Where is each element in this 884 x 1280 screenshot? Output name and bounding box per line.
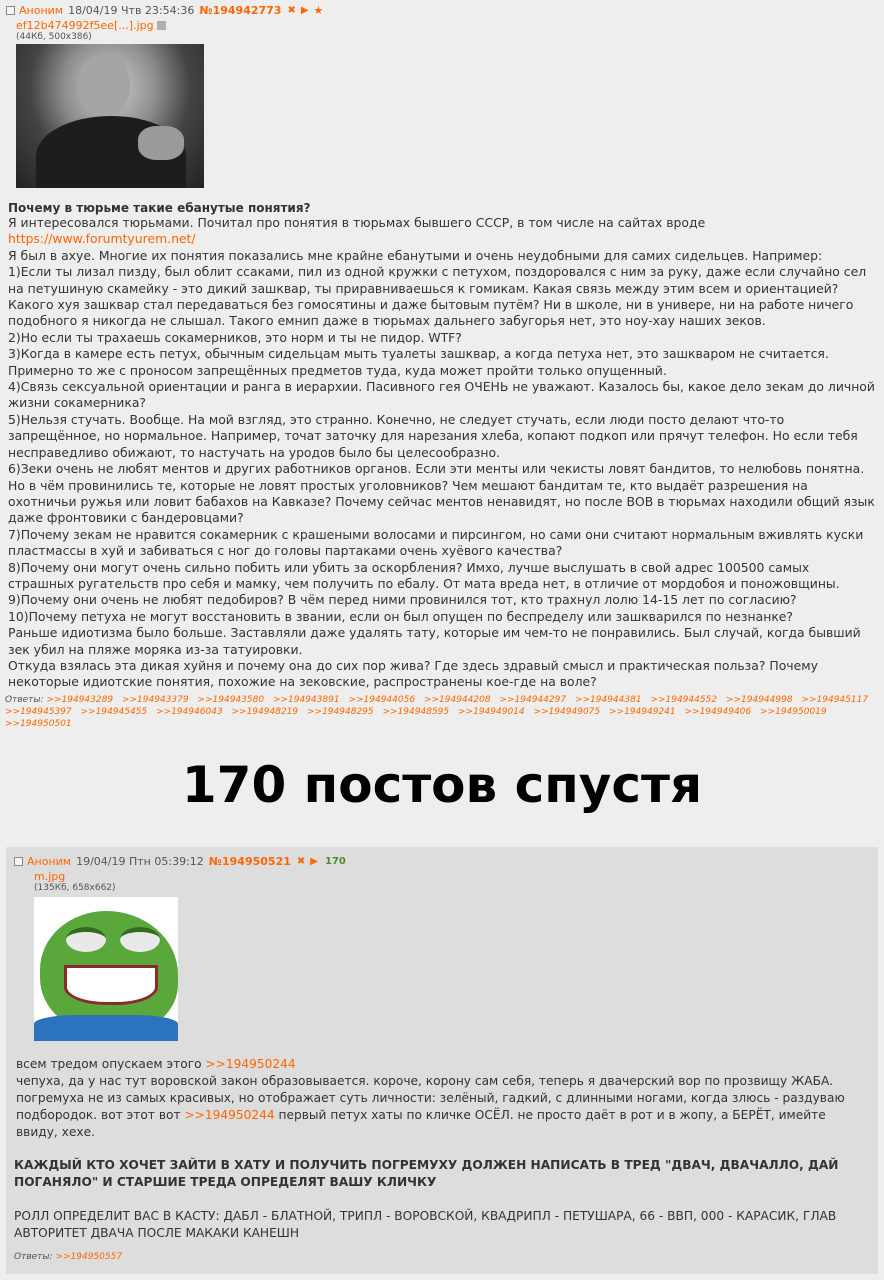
post-author: Аноним	[19, 4, 64, 17]
post-lines	[8, 248, 878, 691]
post-author: Аноним	[27, 855, 72, 868]
reply-link[interactable]: >>194949075	[533, 706, 601, 717]
file-name-link[interactable]: m.jpg	[34, 870, 66, 883]
post-line: 3)Когда в камере есть петух, обычным сидельцам мыть туалеты зашквар, а когда петуха нет, это зашкваром не считается. Примерно то же с проносом запрещённых предметов туда, куда может пройти только опущенный.	[8, 346, 829, 378]
reply-link[interactable]: >>194949241	[609, 706, 676, 717]
reply-link[interactable]: >>194950019	[760, 706, 827, 717]
hide-icon[interactable]: ✖	[287, 5, 296, 16]
reply-link[interactable]: >>194945397	[5, 706, 72, 717]
post-line: 10)Почему петуха не могут восстановить в звании, если он был опущен по беспределу или зашкварился по незнанке?	[8, 608, 793, 624]
post-body	[8, 215, 878, 691]
reply-link[interactable]: >>194950501	[5, 718, 72, 729]
post-date: 19/04/19 Птн 05:39:12	[76, 855, 204, 868]
post-line: 1)Если ты лизал пизду, был облит ссаками, пил из одной кружки с петухом, поздоровался с ним за руку, даже если случайно сел на петушиную скамейку - это дикий зашквар, ты приравниваешься к гомикам. Какая связь между этим всем и ориентацией? Какого хуя зашквар стал передаваться без гомосятины и даже бытовым путём? Ни в школе, ни в универе, ни на работе ничего подобного я никогда не слышал. Такого емнип даже в тюрьмах дальнего забугорья нет, это ноу-хау наших зеков.	[8, 264, 867, 329]
reply-link[interactable]: >>194945455	[80, 706, 148, 717]
post-title: Почему в тюрьме такие ебанутые понятия?	[8, 201, 311, 215]
post-line: погремуха не из самых красивых, но отображает суть личности: зелёный, гадкий, с длинными ногами, когда злюсь - раздуваю подбородок. вот этот вот >>194950244 первый петух хаты по кличке ОСЁЛ. не просто даёт в рот и в жопу, а БЕРЁТ, имейте ввиду, хехе.	[16, 1091, 845, 1139]
post-line: чепуха, да у нас тут воровской закон образовывается. короче, корону сам себя, теперь я двачерский вор по прозвищу ЖАБА.	[16, 1074, 834, 1088]
reply-link[interactable]: >>194946043	[156, 706, 223, 717]
post-line: Откуда взялась эта дикая хуйня и почему она до сих пор жива? Где здесь здравый смысл и практическая польза? Почему некоторые идиотские понятия, похожие на зековские, распространены кое-где на воле?	[8, 657, 818, 690]
file-name-row	[16, 19, 878, 32]
reply-post	[6, 847, 878, 1274]
post-line: Я был в ахуе. Многие их понятия показались мне крайне ебанутыми и очень неудобными для самих сидельцев. Например:	[8, 247, 823, 263]
replies-list	[5, 694, 878, 730]
post-intro: Я интересовался тюрьмами. Почитал про понятия в тюрьмах бывшего СССР, в том числе на сайтах вроде https://www.forumtyurem.net/	[8, 215, 706, 247]
post-line: 8)Почему они могут очень сильно побить или убить за оскорбления? Имхо, лучше выслушать в свой адрес 100500 самых страшных ругательств про себя и мамку, чем получить по ебалу. От мата вреда нет, в отличие от мордобоя и поножовщины.	[8, 559, 840, 591]
file-meta: (44Кб, 500x386)	[16, 32, 92, 42]
post-number-link[interactable]: №194950521	[208, 855, 291, 868]
post-line: 6)Зеки очень не любят ментов и других работников органов. Если эти менты или чекисты ловят бандитов, то нелюбовь понятна. Но в чём провинились те, которые не ловят простых уголовников? Чем мешают бандитам те, кто выдаёт разрешения на охотничьи ружья или ловит бабахов на Кавказе? Почему сейчас ментов ненавидят, но после ВОВ в тюрьмах находили общий язык даже фронтовики с бандеровцами?	[8, 461, 875, 526]
reply-link[interactable]: >>194943891	[272, 694, 340, 705]
play-arrow-icon[interactable]: ▶	[310, 856, 318, 867]
forum-link[interactable]: https://www.forumtyurem.net/	[8, 231, 196, 247]
replies-list	[14, 1252, 868, 1262]
play-arrow-icon[interactable]: ▶	[300, 5, 309, 16]
replies-label: Ответы:	[14, 1252, 53, 1262]
reply-link[interactable]: >>194944381	[574, 694, 642, 705]
reply-link[interactable]: >>194948295	[307, 706, 374, 717]
caste-text: РОЛЛ ОПРЕДЕЛИТ ВАС В КАСТУ: ДАБЛ - БЛАТНОЙ, ТРИПЛ - ВОРОВСКОЙ, КВАДРИПЛ - ПЕТУШАРА, 66 - ВВП, 000 - КАРАСИК, ГЛАВ АВТОРИТЕТ ДВАЧА ПОСЛЕ МАКАКИ КАНЕШН	[14, 1209, 837, 1240]
post-body	[16, 1056, 868, 1141]
post-line: Раньше идиотизма было больше. Заставляли даже удалять тату, которые им чем-то не понравились. Был случай, когда бывший зек убил на пляже моряка из-за татуировки.	[8, 625, 861, 657]
post-line: 5)Нельзя стучать. Вообще. На мой взгляд, это странно. Конечно, не следует стучать, если люди посто делают что-то запрещённое, но нормальное. Например, точат заточку для нарезания хлеба, копают подкоп или прячут телефон. Но если тебя несправедливо обижают, то настучать на уродов было бы целесообразно.	[8, 411, 858, 460]
post-line: 9)Почему они очень не любят педобиров? В чём перед ними провинился тот, кто трахнул лолю 14-15 лет по согласию?	[8, 592, 797, 608]
post-line: 7)Почему зекам не нравится сокамерник с крашеными волосами и пирсингом, но сами они считают нормальным вживлять куски пластмассы в хуй и забиваться с ног до головы партаками очень хуёвого качества?	[8, 526, 864, 559]
post-count: 170	[324, 856, 346, 867]
reply-link[interactable]: >>194948595	[382, 706, 450, 717]
reply-link[interactable]: >>194943289	[46, 694, 114, 705]
post-line: 2)Но если ты трахаешь сокамерников, это норм и ты не пидор. WTF?	[8, 329, 462, 345]
reply-link[interactable]: >>194945117	[801, 694, 869, 705]
post-image-thumbnail[interactable]	[16, 44, 204, 188]
replies-label: Ответы:	[5, 694, 44, 705]
reply-link[interactable]: >>194943580	[197, 694, 265, 705]
post-number-link[interactable]: №194942773	[199, 4, 282, 17]
reply-link[interactable]: >>194950244	[205, 1057, 296, 1071]
post-line: всем тредом опускаем этого >>194950244	[16, 1057, 296, 1071]
file-name-row	[34, 870, 868, 883]
reply-link[interactable]: >>194948219	[231, 706, 299, 717]
post-line: 4)Связь сексуальной ориентации и ранга в иерархии. Пасивного гея ОЧЕНЬ не уважают. Казалось бы, какое дело зекам до личной жизни сокамерника?	[8, 379, 875, 411]
image-search-icon[interactable]	[157, 21, 166, 30]
post-select-checkbox[interactable]	[6, 6, 15, 15]
hide-icon[interactable]: ✖	[296, 856, 306, 867]
reply-link[interactable]: >>194943379	[121, 694, 189, 705]
file-meta: (135Кб, 658x662)	[34, 883, 116, 893]
reply-link[interactable]: >>194950557	[55, 1252, 123, 1262]
post-header	[14, 855, 868, 868]
caps-announcement: КАЖДЫЙ КТО ХОЧЕТ ЗАЙТИ В ХАТУ И ПОЛУЧИТЬ ПОГРЕМУХУ ДОЛЖЕН НАПИСАТЬ В ТРЕД "ДВАЧ, ДВАЧАЛЛО, ДАЙ ПОГАНЯЛО" И СТАРШИЕ ТРЕДА ОПРЕДЕЛЯТ ВАШУ КЛИЧКУ	[14, 1158, 839, 1189]
post-select-checkbox[interactable]	[14, 857, 23, 866]
file-name-link[interactable]: ef12b474992f5ee[...].jpg	[16, 19, 154, 32]
post-date: 18/04/19 Чтв 23:54:36	[68, 4, 195, 17]
reply-link[interactable]: >>194944552	[650, 694, 718, 705]
caption-text: 170 постов спустя	[181, 756, 703, 814]
post-image-thumbnail[interactable]	[34, 897, 178, 1041]
post-header	[6, 4, 878, 17]
reply-link[interactable]: >>194944208	[423, 694, 491, 705]
favorite-star-icon[interactable]: ★	[313, 4, 324, 17]
reply-link[interactable]: >>194944297	[499, 694, 567, 705]
reply-link[interactable]: >>194949406	[684, 706, 752, 717]
reply-link[interactable]: >>194949014	[458, 706, 525, 717]
reply-link[interactable]: >>194944998	[725, 694, 793, 705]
reply-link[interactable]: >>194944056	[348, 694, 416, 705]
reply-link[interactable]: >>194950244	[184, 1108, 275, 1122]
